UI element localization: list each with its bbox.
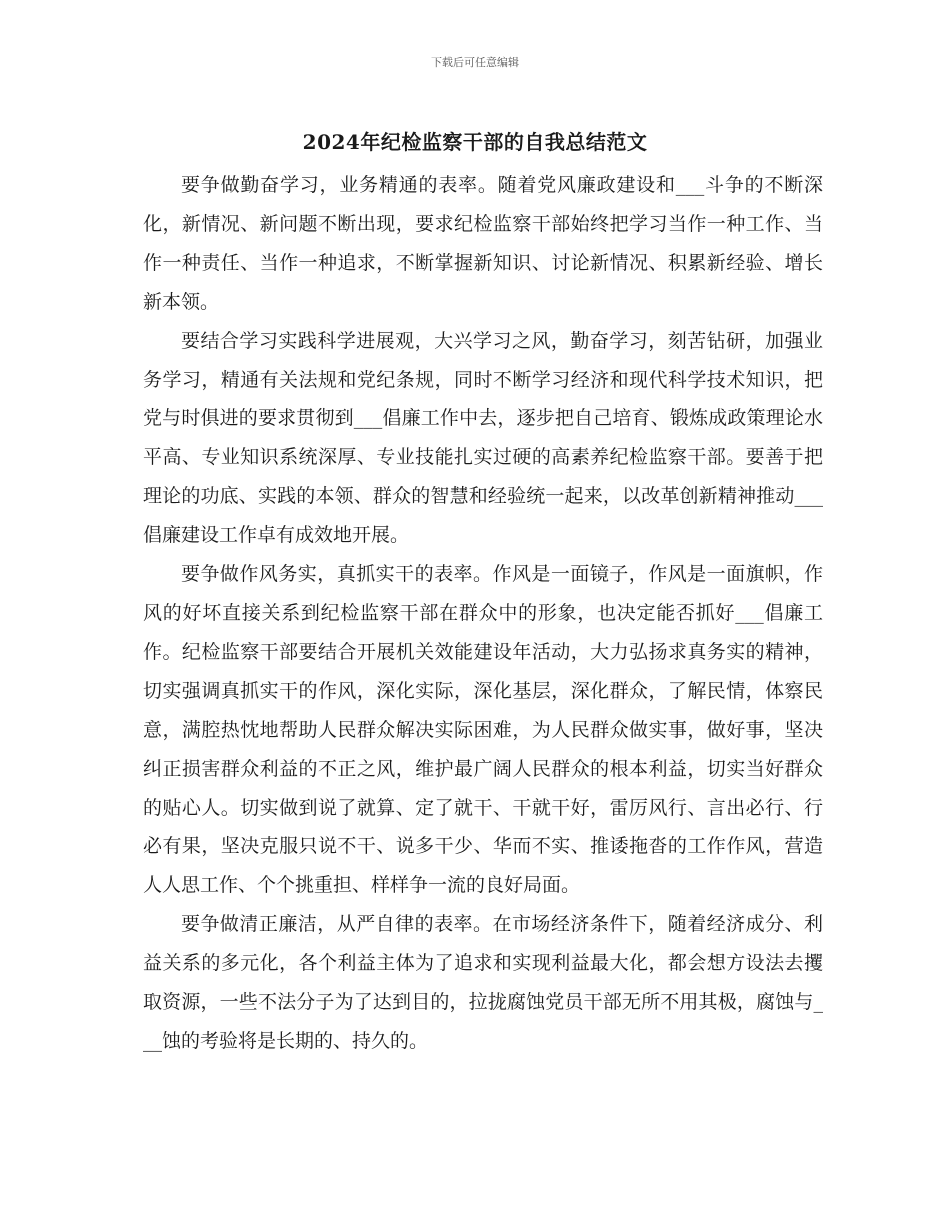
- paragraph-3: 要争做作风务实，真抓实干的表率。作风是一面镜子，作风是一面旗帜，作风的好坏直接关系到纪检监察干部在群众中的形象，也决定能否抓好___倡廉工作。纪检监察干部要结合开展机关效能建设年活动，大力弘扬求真务实的精神，切实强调真抓实干的作风，深化实际，深化基层，深化群众，了解民情，体察民意，满腔热忱地帮助人民群众解决实际困难，为人民群众做实事，做好事，坚决纠正损害群众利益的不正之风，维护最广阔人民群众的根本利益，切实当好群众的贴心人。切实做到说了就算、定了就干、干就干好，雷厉风行、言出必行、行必有果，坚决克服只说不干、说多干少、华而不实、推诿拖沓的工作作风，营造人人思工作、个个挑重担、样样争一流的良好局面。: [143, 563, 823, 897]
- paragraph-1: 要争做勤奋学习，业务精通的表率。随着党风廉政建设和___斗争的不断深化，新情况、新问题不断出现，要求纪检监察干部始终把学习当作一种工作、当作一种责任、当作一种追求，不断掌握新知识、讨论新情况、积累新经验、增长新本领。: [143, 174, 823, 313]
- paragraph-4: 要争做清正廉洁，从严自律的表率。在市场经济条件下，随着经济成分、利益关系的多元化，各个利益主体为了追求和实现利益最大化，都会想方设法去攫取资源，一些不法分子为了达到目的，拉拢腐蚀党员干部无所不用其极，腐蚀与___蚀的考验将是长期的、持久的。: [143, 913, 823, 1052]
- document-body: [143, 166, 823, 1061]
- document-title: 2024年纪检监察干部的自我总结范文: [302, 130, 648, 154]
- header-note: 下载后可任意编辑: [431, 56, 519, 69]
- paragraph-2: 要结合学习实践科学进展观，大兴学习之风，勤奋学习，刻苦钻研，加强业务学习，精通有关法规和党纪条规，同时不断学习经济和现代科学技术知识，把党与时俱进的要求贯彻到___倡廉工作中去，逐步把自己培育、锻炼成政策理论水平高、专业知识系统深厚、专业技能扎实过硬的高素养纪检监察干部。要善于把理论的功底、实践的本领、群众的智慧和经验统一起来，以改革创新精神推动___倡廉建设工作卓有成效地开展。: [143, 329, 823, 547]
